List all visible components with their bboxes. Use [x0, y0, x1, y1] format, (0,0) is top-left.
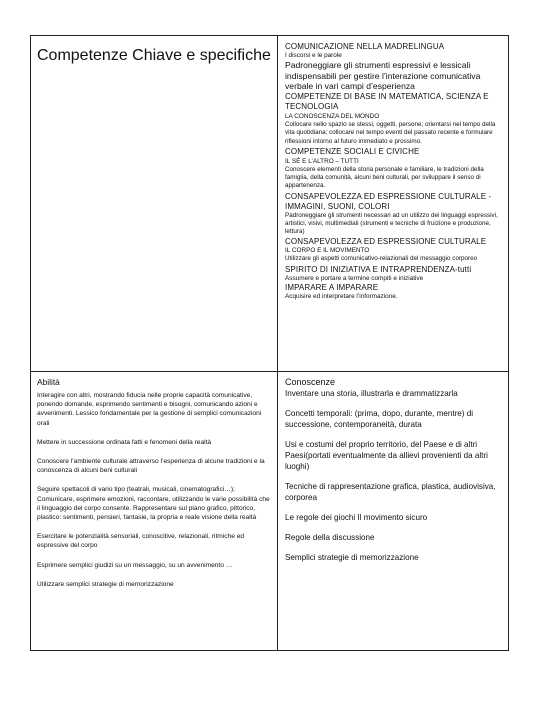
section-heading: COMPETENZE SOCIALI E CIVICHE — [285, 146, 420, 156]
section-text: Conoscere elementi della storia personale e familiare, le tradizioni della famiglia, della comunità, alcuni beni culturali, per sviluppare il senso di appartenenza. — [285, 166, 484, 190]
skill-item: Seguire spettacoli di vario tipo (teatrali, musicali, cinematografici…); Comunicare, esprimere emozioni, raccontare, utilizzando le varie possibilità che il linguaggio del corpo consente. Rappresentare sul piano grafico, pittorico, plastico: sentimenti, pensieri, fantasie, la propria e reale visione della realtà — [37, 486, 270, 522]
knowledge-item: Concetti temporali: (prima, dopo, durante, mentre) di successione, contemporaneità, durata — [285, 409, 474, 429]
skill-item: Esprimere semplici giudizi su un messaggio, su un avvenimento … — [37, 561, 233, 569]
skill-item: Conoscere l’ambiente culturale attraverso l’esperienza di alcune tradizioni e la conoscenza di alcuni beni culturali — [37, 458, 265, 475]
section-text: Utilizzare gli aspetti comunicativo-relazionali del messaggio corporeo — [285, 255, 478, 263]
section-heading: IMPARARE A IMPARARE — [285, 282, 379, 292]
cell-knowledge — [278, 372, 509, 651]
knowledge-item: Le regole dei giochi Il movimento sicuro — [285, 513, 428, 522]
skill-item: Esercitare le potenzialità sensoriali, conoscitive, relazionali, ritmiche ed espressive del corpo — [37, 533, 245, 550]
knowledge-item: Semplici strategie di memorizzazione — [285, 553, 419, 562]
section-text: Collocare nello spazio se stessi, oggetti, persone; orientarsi nel tempo della vita quotidiana; collocare nel tempo eventi del passato recente e formulare riflessioni intorno al futuro immediato e prossimo. — [285, 121, 496, 145]
cell-key-competences — [278, 36, 509, 371]
section-text: Padroneggiare gli strumenti espressivi e lessicali indispensabili per gestire l’interazione comunicativa verbale in vari campi d’esperienza — [285, 60, 481, 92]
knowledge-item: Usi e costumi del proprio territorio, del Paese e di altri Paesi(portati eventualmente da allievi provenienti da altri luoghi) — [285, 440, 488, 471]
section-text: Acquisire ed interpretare l’informazione. — [285, 292, 398, 300]
section-text: Padroneggiare gli strumenti necessari ad un utilizzo dei linguaggi espressivi, artistici, visivi, multimediali (strumenti e tecniche di fruizione e produzione, lettura) — [285, 211, 498, 236]
section-heading: COMUNICAZIONE NELLA MADRELINGUA — [285, 42, 445, 51]
skill-item: Utilizzare semplici strategie di memorizzazione — [37, 580, 174, 588]
cell-skills — [31, 372, 277, 651]
section-subheading: IL CORPO E IL MOVIMENTO — [285, 247, 370, 255]
table-title: Competenze Chiave e specifiche — [37, 47, 271, 64]
skill-item: Mettere in successione ordinata fatti e fenomeni della realtà — [37, 438, 212, 446]
knowledge-item: Regole della discussione — [285, 533, 375, 542]
section-heading: SPIRITO DI INIZIATIVA E INTRAPRENDENZA-tutti — [285, 264, 472, 274]
skills-heading: Abilità — [37, 377, 60, 387]
skill-item: Interagire con altri, mostrando fiducia nelle proprie capacità comunicative, ponendo domande, esprimendo sentimenti e bisogni, comunicando azioni e avvenimenti. Lessico fondamentale per la gestione di semplici comunicazioni orali — [37, 392, 262, 427]
section-subheading: I discorsi e le parole — [285, 52, 342, 59]
section-subheading: IL SÉ E L’ALTRO – TUTTI — [285, 157, 359, 165]
section-text: Assumere e portare a termine compiti e iniziative — [285, 274, 424, 282]
knowledge-item: Tecniche di rappresentazione grafica, plastica, audiovisiva, corporea — [285, 482, 496, 502]
section-heading: COMPETENZE DI BASE IN MATEMATICA, SCIENZA E TECNOLOGIA — [285, 91, 489, 111]
competences-table — [30, 35, 509, 651]
section-heading: CONSAPEVOLEZZA ED ESPRESSIONE CULTURALE - IMMAGINI, SUONI, COLORI — [285, 191, 492, 211]
section-heading: CONSAPEVOLEZZA ED ESPRESSIONE CULTURALE — [285, 237, 487, 247]
section-subheading: LA CONOSCENZA DEL MONDO — [285, 112, 380, 120]
knowledge-item: Inventare una storia, illustrarla e drammatizzarla — [285, 389, 458, 398]
cell-title — [31, 36, 277, 371]
knowledge-heading: Conoscenze — [285, 377, 336, 387]
